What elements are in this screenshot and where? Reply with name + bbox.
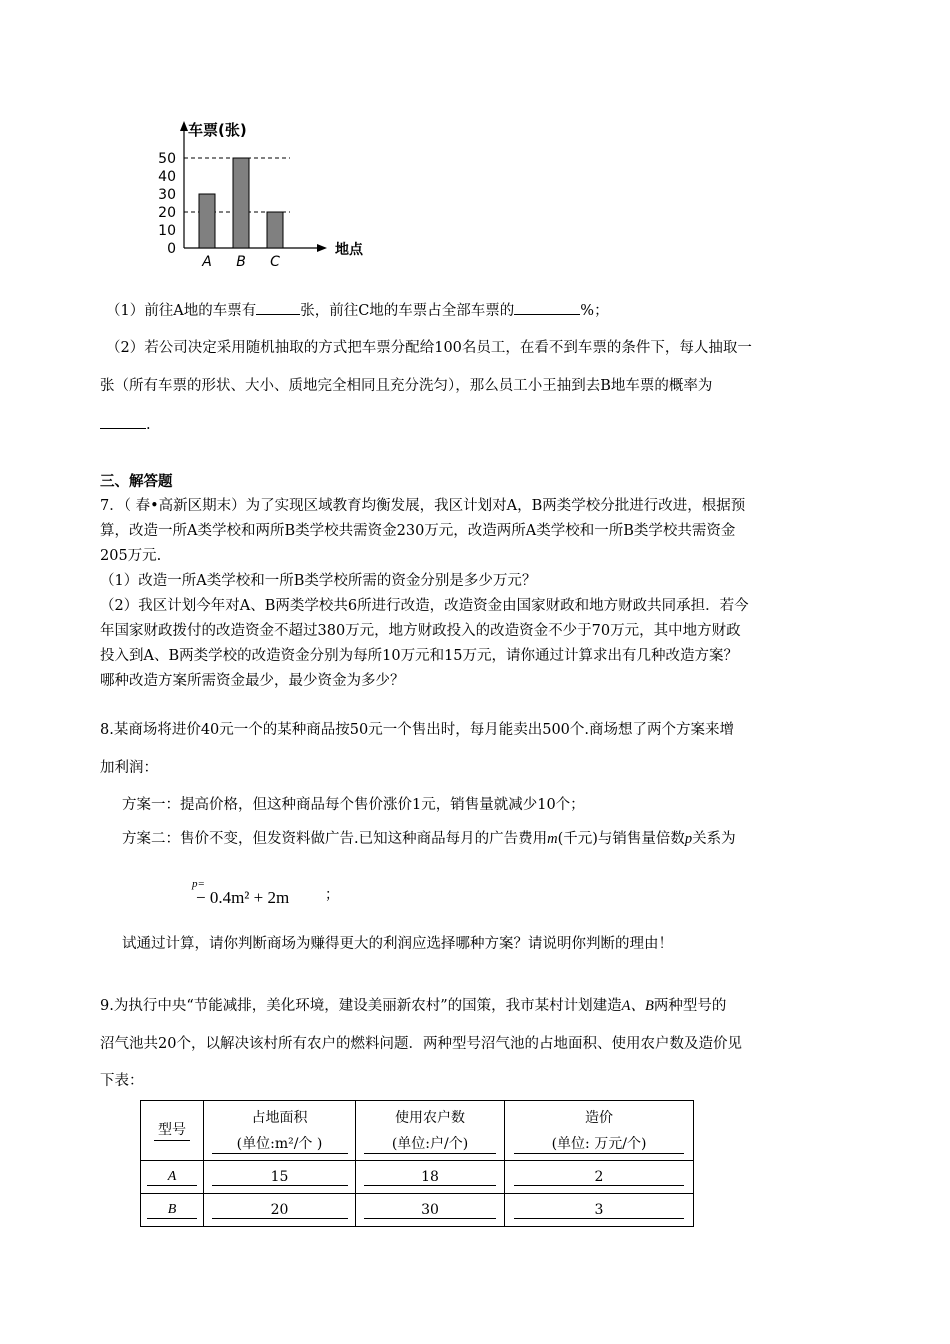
section-title: 三、解答题: [100, 474, 173, 490]
q6-part2-line1: （2）若公司决定采用随机抽取的方式把车票分配给100名员工，在看不到车票的条件下，每人抽取一: [106, 340, 752, 356]
bar-B: [233, 158, 249, 248]
y-tick-label: 0: [167, 241, 176, 257]
x-axis-arrow: [317, 244, 327, 252]
row-a-households: 18: [364, 1169, 496, 1186]
header-type: [141, 1101, 204, 1161]
q9-line1-ab: A、B: [621, 998, 654, 1014]
q7-sub2-line1: （2）我区计划今年对A、B两类学校共6所进行改造，改造资金由国家财政和地方财政共同承担．若今: [100, 598, 749, 614]
q7-line1: 7．（ 春•高新区期末）为了实现区域教育均衡发展，我区计划对A，B两类学校分批进行改进，根据预: [100, 498, 746, 514]
bar-A: [199, 194, 215, 248]
blank-c-percent[interactable]: [514, 300, 580, 315]
q6-p1-text-b: 张，前往C地的车票占全部车票的: [300, 303, 515, 319]
table-cell: [141, 1194, 204, 1227]
x-axis-title: 地点: [335, 242, 363, 258]
table-cell: [204, 1194, 356, 1227]
q8-var-p: p: [684, 831, 693, 847]
q8-var-m: m: [547, 831, 558, 847]
q6-part2-line3: [100, 414, 151, 435]
table-row: [141, 1194, 694, 1227]
q8-line1: 8.某商场将进价40元一个的某种商品按50元一个售出时，每月能卖出500个.商场想了两个方案来增: [100, 722, 735, 738]
formula-tail: ；: [325, 887, 339, 903]
q6-p1-text-a: （1）前往A地的车票有: [106, 303, 257, 319]
q6-p1-text-c: %；: [580, 303, 609, 319]
row-b-type: B: [147, 1202, 197, 1219]
q8-plan1: 方案一：提高价格，但这种商品每个售价涨价1元，销售量就减少10个；: [122, 797, 585, 813]
q7-sub2-line4: 哪种改造方案所需资金最少，最少资金为多少？: [100, 673, 405, 689]
formula-lhs: p=: [192, 878, 205, 890]
table-row: [141, 1161, 694, 1194]
q9-line2: 沼气池共20个，以解决该村所有农户的燃料问题．两种型号沼气池的占地面积、使用农户数及造价见: [100, 1036, 742, 1052]
table-cell: [356, 1194, 505, 1227]
header-col-3: [505, 1101, 694, 1161]
row-a-cost: 2: [514, 1169, 684, 1186]
q8-plan2-text-c: 关系为: [692, 831, 736, 847]
y-axis-arrow: [180, 121, 188, 131]
x-tick-label: B: [236, 254, 246, 270]
table-cell: [356, 1161, 505, 1194]
blank-probability[interactable]: [100, 414, 146, 429]
header-unit-3: (单位: 万元/个): [514, 1133, 684, 1154]
blank-a-count[interactable]: [256, 300, 300, 315]
header-col-2: [356, 1101, 505, 1161]
header-title-1: 占地面积: [251, 1110, 308, 1126]
y-tick-label: 20: [158, 205, 176, 221]
q9-line3: 下表：: [100, 1073, 144, 1089]
row-a-type: A: [147, 1169, 197, 1186]
q9-table: [140, 1100, 694, 1227]
row-b-area: 20: [212, 1202, 348, 1219]
header-unit-1: (单位:m²/个 ): [212, 1133, 348, 1154]
table-header-row: [141, 1101, 694, 1161]
q9-line1: [100, 996, 726, 1016]
table-cell: [204, 1161, 356, 1194]
q8-line2: 加利润：: [100, 760, 158, 776]
y-tick-label: 30: [158, 187, 176, 203]
header-title-2: 使用农户数: [395, 1110, 465, 1126]
y-axis-title: 车票(张): [188, 121, 247, 139]
y-tick-label: 40: [158, 169, 176, 185]
row-b-cost: 3: [514, 1202, 684, 1219]
table-cell: [505, 1194, 694, 1227]
q9-line1-text-b: 两种型号的: [653, 998, 727, 1014]
q6-p2-end: .: [146, 417, 151, 433]
q9-line1-text-a: 9.为执行中央“节能减排，美化环境，建设美丽新农村”的国策，我市某村计划建造: [100, 998, 622, 1014]
q7-line2: 算，改造一所A类学校和两所B类学校共需资金230万元，改造两所A类学校和一所B类学校共需资金: [100, 523, 736, 539]
row-a-area: 15: [212, 1169, 348, 1186]
header-title-3: 造价: [585, 1110, 613, 1126]
row-b-households: 30: [364, 1202, 496, 1219]
table-cell: [505, 1161, 694, 1194]
q7-sub1: （1）改造一所A类学校和一所B类学校所需的资金分别是多少万元？: [100, 573, 537, 589]
q7-sub2-line3: 投入到A、B两类学校的改造资金分别为每所10万元和15万元，请你通过计算求出有几种改造方案？: [100, 648, 739, 664]
x-tick-label: A: [202, 254, 212, 270]
q8-plan2: [122, 829, 736, 849]
bar-chart: [150, 115, 390, 275]
q6-part2-line2: 张（所有车票的形状、大小、质地完全相同且充分洗匀），那么员工小王抽到去B地车票的概率为: [100, 378, 713, 394]
q6-part1: [106, 300, 609, 321]
y-tick-label: 10: [158, 223, 176, 239]
q8-plan2-text-a: 方案二：售价不变，但发资料做广告.已知这种商品每月的广告费用: [122, 831, 548, 847]
bar-C: [267, 212, 283, 248]
q8-plan2-text-b: (千元)与销售量倍数: [557, 831, 685, 847]
formula-rhs: − 0.4m² + 2m: [196, 888, 290, 907]
x-tick-label: C: [270, 254, 280, 270]
table-cell: [141, 1161, 204, 1194]
header-col-1: [204, 1101, 356, 1161]
header-type-label: 型号: [154, 1120, 190, 1141]
q7-line3: 205万元.: [100, 548, 162, 564]
header-unit-2: (单位:户/个): [364, 1133, 496, 1154]
q8-ask: 试通过计算，请你判断商场为赚得更大的利润应选择哪种方案？请说明你判断的理由！: [122, 936, 673, 952]
q7-sub2-line2: 年国家财政拨付的改造资金不超过380万元，地方财政投入的改造资金不少于70万元，其中地方财政: [100, 623, 741, 639]
y-tick-label: 50: [158, 151, 176, 167]
